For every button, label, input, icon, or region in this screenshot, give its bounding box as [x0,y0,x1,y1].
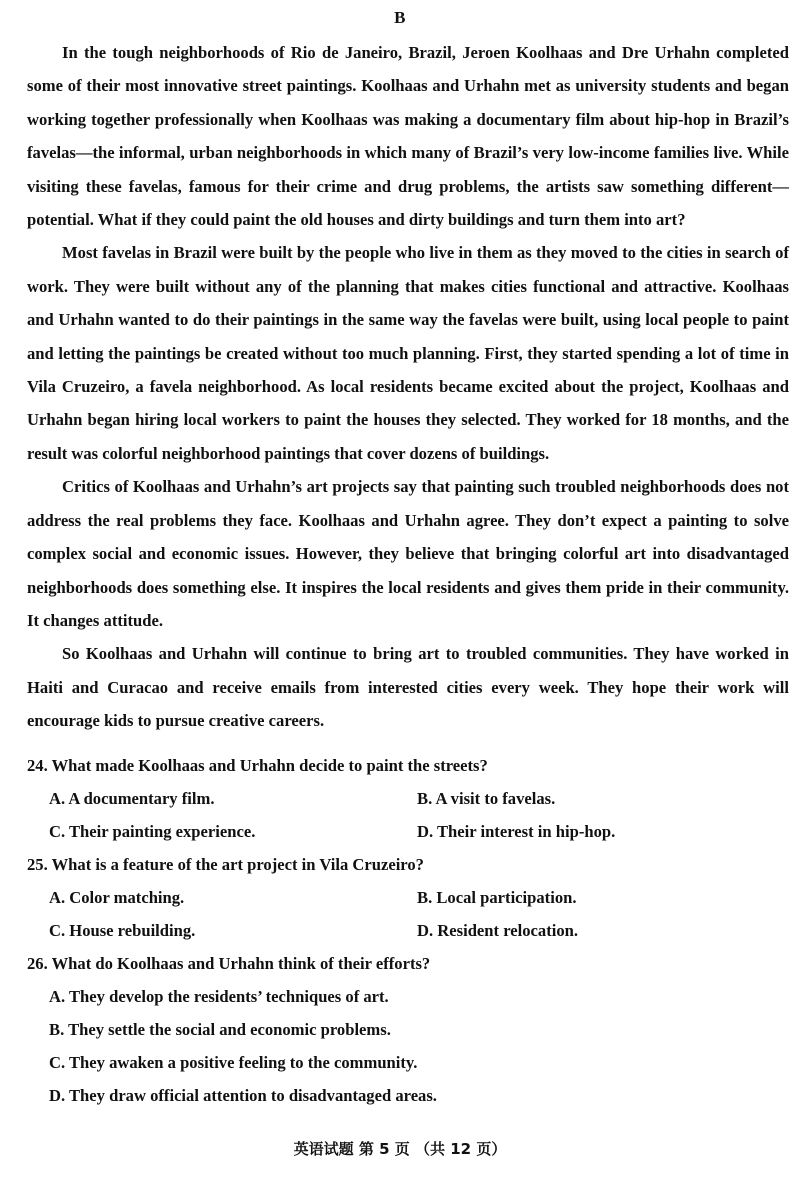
option-b: B. They settle the social and economic problems. [49,1020,391,1039]
option-row [27,815,787,848]
option-a: A. They develop the residents’ techniques of art. [49,987,389,1006]
option-c: C. Their painting experience. [49,822,256,841]
option-c: C. House rebuilding. [49,921,196,940]
option-row [27,782,787,815]
passage-paragraph: Most favelas in Brazil were built by the people who live in them as they moved to the cities in search of work. They were built without any of the planning that makes cities functional and attractive. Koolhaas and Urhahn wanted to do their paintings in the same way the favelas were built, using local people to paint and letting the paintings be created without too much planning. First, they started spending a lot of time in Vila Cruzeiro, a favela neighborhood. As local residents became excited about the project, Koolhaas and Urhahn began hiring local workers to paint the houses they selected. They worked for 18 months, and the result was colorful neighborhood paintings that cover dozens of buildings. [27,243,789,463]
passage-paragraph: In the tough neighborhoods of Rio de Janeiro, Brazil, Jeroen Koolhaas and Dre Urhahn completed some of their most innovative street paintings. Koolhaas and Urhahn met as university students and began working together professionally when Koolhaas was making a documentary film about hip-hop in Brazil’s favelas—the informal, urban neighborhoods in which many of Brazil’s very low-income families live. While visiting these favelas, famous for their crime and drug problems, the artists saw something different—potential. What if they could paint the old houses and dirty buildings and turn them into art? [27,43,789,230]
option-row [27,1046,787,1079]
reading-passage [27,36,789,738]
option-row [27,1013,787,1046]
passage-paragraph: So Koolhaas and Urhahn will continue to bring art to troubled communities. They have worked in Haiti and Curacao and receive emails from interested cities every week. They hope their work will encourage kids to pursue creative careers. [27,644,789,731]
option-c: C. They awaken a positive feeling to the community. [49,1053,418,1072]
option-d: D. Resident relocation. [417,921,579,940]
option-b: B. A visit to favelas. [417,789,556,808]
option-row [27,1079,787,1112]
option-row [27,980,787,1013]
question-24 [27,749,787,848]
option-b: B. Local participation. [417,888,577,907]
question-stem: 25. What is a feature of the art project in Vila Cruzeiro? [27,855,424,874]
option-row [27,914,787,947]
question-stem: 24. What made Koolhaas and Urhahn decide to paint the streets? [27,756,488,775]
option-d: D. Their interest in hip-hop. [417,822,616,841]
section-label: B [394,8,406,27]
passage-paragraph: Critics of Koolhaas and Urhahn’s art projects say that painting such troubled neighborhoods does not address the real problems they face. Koolhaas and Urhahn agree. They don’t expect a painting to solve complex social and economic issues. However, they believe that bringing colorful art into disadvantaged neighborhoods does something else. It inspires the local residents and gives them pride in their community. It changes attitude. [27,477,789,630]
option-a: A. A documentary film. [49,789,215,808]
page-footer: 英语试题 第 5 页 （共 12 页） [293,1140,507,1158]
question-stem: 26. What do Koolhaas and Urhahn think of their efforts? [27,954,431,973]
question-25 [27,848,787,947]
question-26 [27,947,787,1112]
option-a: A. Color matching. [49,888,185,907]
option-row [27,881,787,914]
option-d: D. They draw official attention to disadvantaged areas. [49,1086,437,1105]
